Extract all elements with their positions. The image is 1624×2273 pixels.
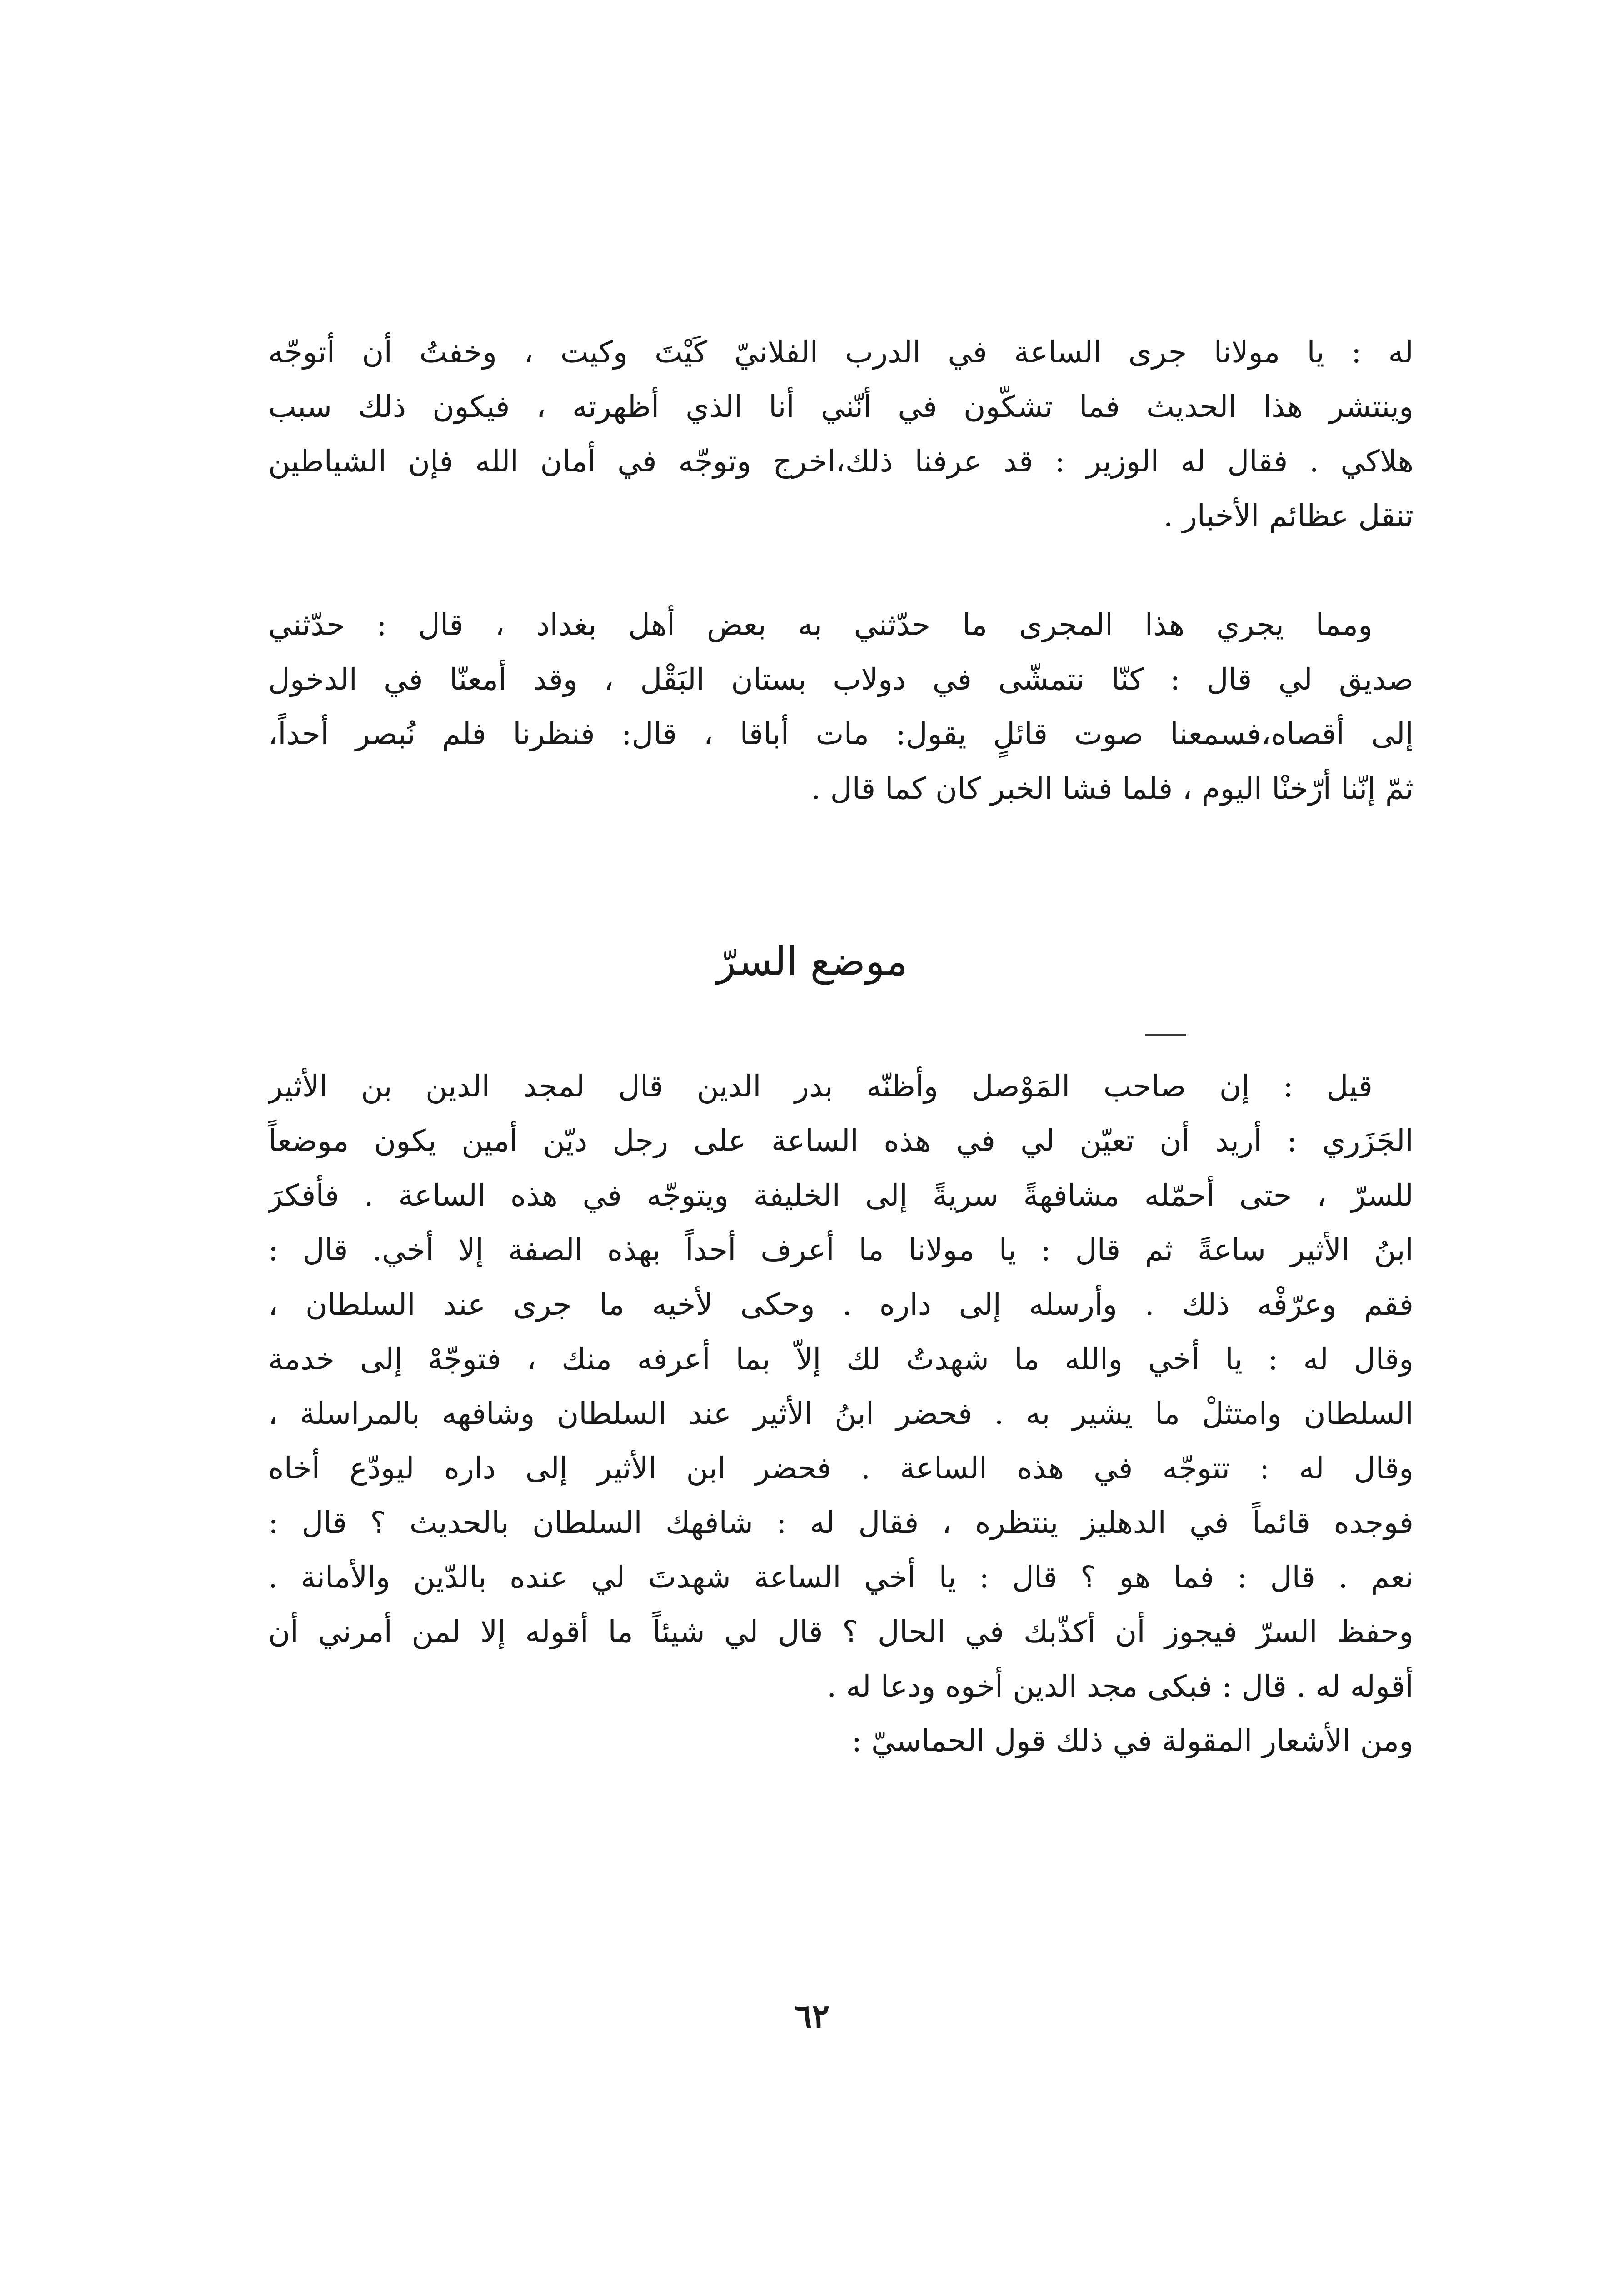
paragraph-line: نعم . قال : فما هو ؟ قال : يا أخي الساعة شهدتَ لي عنده بالدّين والأمانة .	[268, 1560, 1414, 1595]
section-heading: موضع السرّ	[716, 938, 908, 985]
heading-rule	[1145, 1034, 1186, 1036]
closing-line: ومن الأشعار المقولة في ذلك قول الحماسيّ :	[851, 1723, 1414, 1758]
paragraph-line: ابنُ الأثير ساعةً ثم قال : يا مولانا ما أعرف أحداً بهذه الصفة إلا أخي. قال :	[268, 1232, 1414, 1267]
paragraph-line: ومما يجري هذا المجرى ما حدّثني به بعض أهل بغداد ، قال : حدّثني	[268, 607, 1373, 642]
paragraph-line: قيل : إن صاحب المَوْصل وأظنّه بدر الدين قال لمجد الدين بن الأثير	[268, 1069, 1373, 1104]
paragraph-line: وقال له : يا أخي والله ما شهدتُ لك إلاّ بما أعرفه منك ، فتوجّهْ إلى خدمة	[268, 1342, 1414, 1377]
paragraph-line: السلطان وامتثلْ ما يشير به . فحضر ابنُ الأثير عند السلطان وشافهه بالمراسلة ،	[268, 1396, 1414, 1431]
paragraph-line: إلى أقصاه،فسمعنا صوت قائلٍ يقول: مات أباقا ، قال: فنظرنا فلم نُبصر أحداً،	[268, 716, 1414, 751]
paragraph-line: صديق لي قال : كنّا نتمشّى في دولاب بستان البَقْل ، وقد أمعنّا في الدخول	[268, 662, 1414, 697]
paragraph-two	[268, 598, 1414, 816]
paragraph-line: فوجده قائماً في الدهليز ينتظره ، فقال له : شافهك السلطان بالحديث ؟ قال :	[268, 1505, 1414, 1540]
paragraph-line: الجَزَري : أريد أن تعيّن لي في هذه الساعة على رجل ديّن أمين يكون موضعاً	[268, 1123, 1414, 1158]
paragraph-three	[268, 1059, 1414, 1768]
paragraph-line: ثمّ إنّنا أرّخنْا اليوم ، فلما فشا الخبر كان كما قال .	[811, 771, 1414, 806]
paragraph-line: وينتشر هذا الحديث فما تشكّون في أنّني أنا الذي أظهرته ، فيكون ذلك سبب	[268, 389, 1414, 424]
paragraph-one	[268, 325, 1414, 543]
paragraph-line: تنقل عظائم الأخبار .	[1163, 498, 1414, 533]
paragraph-line: فقم وعرّفْه ذلك . وأرسله إلى داره . وحكى لأخيه ما جرى عند السلطان ،	[268, 1287, 1414, 1322]
page-number: ٦٢	[794, 1997, 830, 2035]
paragraph-line: أقوله له . قال : فبكى مجد الدين أخوه ودعا له .	[827, 1669, 1414, 1704]
paragraph-line: له : يا مولانا جرى الساعة في الدرب الفلانيّ كَيْتَ وكيت ، وخفتُ أن أتوجّه	[268, 335, 1414, 370]
paragraph-line: وقال له : تتوجّه في هذه الساعة . فحضر ابن الأثير إلى داره ليودّع أخاه	[268, 1451, 1414, 1486]
paragraph-line: هلاكي . فقال له الوزير : قد عرفنا ذلك،اخرج وتوجّه في أمان الله فإن الشياطين	[268, 444, 1414, 479]
paragraph-line: للسرّ ، حتى أحمّله مشافهةً سريةً إلى الخليفة ويتوجّه في هذه الساعة . فأفكرَ	[268, 1178, 1414, 1213]
paragraph-line: وحفظ السرّ فيجوز أن أكذّبك في الحال ؟ قال لي شيئاً ما أقوله إلا لمن أمرني أن	[268, 1614, 1414, 1649]
